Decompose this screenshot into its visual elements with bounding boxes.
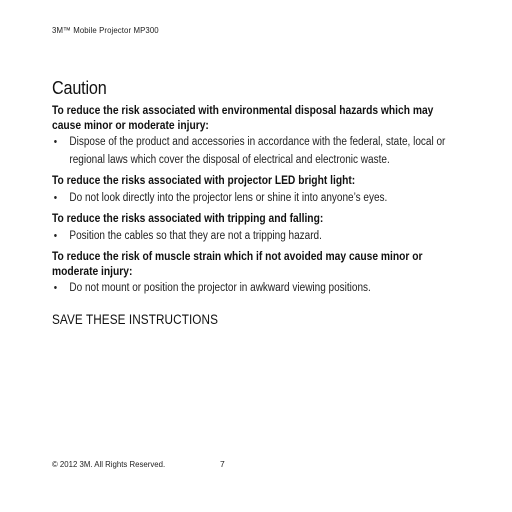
bullet-list	[52, 280, 472, 298]
bullet-icon: •	[53, 229, 58, 242]
list-item	[52, 190, 478, 208]
list-item	[52, 228, 478, 246]
section-heading: To reduce the risks associated with tripping and falling:	[52, 211, 324, 225]
bullet-list	[52, 134, 472, 169]
section-heading: To reduce the risks associated with projector LED bright light:	[52, 173, 356, 187]
list-item-text: Position the cables so that they are not a tripping hazard.	[69, 229, 322, 242]
bullet-list	[52, 190, 472, 208]
save-instructions-heading: SAVE THESE INSTRUCTIONS	[52, 311, 219, 327]
bullet-icon: •	[53, 136, 58, 148]
page-title: Caution	[52, 78, 107, 98]
bullet-list	[52, 228, 472, 246]
bullet-icon: •	[53, 282, 58, 294]
page-number: 7	[220, 459, 225, 469]
list-item-text: Do not mount or position the projector in awkward viewing positions.	[69, 282, 371, 294]
caution-content	[52, 78, 472, 327]
list-item	[52, 134, 478, 169]
list-item	[52, 280, 478, 298]
section-heading: To reduce the risk of muscle strain which if not avoided may cause minor or moderate injury:	[52, 249, 423, 278]
list-item-text: Do not look directly into the projector lens or shine it into anyone’s eyes.	[69, 191, 388, 204]
bullet-icon: •	[53, 191, 58, 204]
copyright-text: © 2012 3M. All Rights Reserved.	[52, 459, 166, 469]
list-item-text: Dispose of the product and accessories in accordance with the federal, state, local or regional laws which cover the disposal of electrical and electronic waste.	[69, 136, 446, 166]
document-header: 3M™ Mobile Projector MP300	[52, 25, 159, 35]
section-heading: To reduce the risk associated with environmental disposal hazards which may cause minor or moderate injury:	[52, 103, 434, 132]
